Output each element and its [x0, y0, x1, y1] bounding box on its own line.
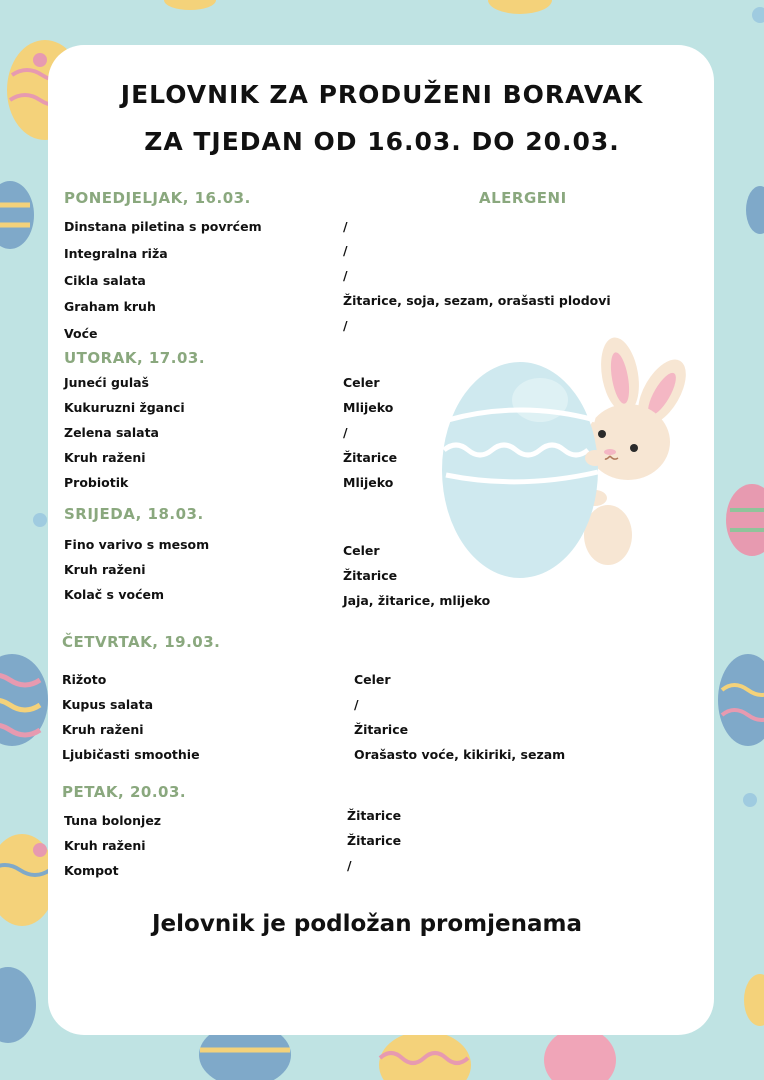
- day-heading-tuesday: UTORAK, 17.03.: [64, 349, 206, 367]
- dish: Tuna bolonjez: [64, 813, 162, 828]
- allergen: Mlijeko: [343, 400, 394, 415]
- dish: Cikla salata: [64, 273, 146, 288]
- dish: Kruh raženi: [64, 838, 146, 853]
- allergen: Žitarice: [343, 450, 398, 465]
- allergen: Jaja, žitarice, mlijeko: [343, 593, 491, 608]
- allergen: /: [343, 219, 348, 234]
- allergen: Žitarice: [354, 722, 409, 737]
- day-heading-wednesday: SRIJEDA, 18.03.: [64, 505, 204, 523]
- allergen: Celer: [354, 672, 391, 687]
- egg-icon: [0, 654, 48, 746]
- dish: Kompot: [64, 863, 119, 878]
- egg-icon: [744, 974, 764, 1026]
- egg-icon: [0, 967, 36, 1043]
- rabbit-paw-icon: [585, 450, 605, 466]
- allergen: /: [347, 858, 352, 873]
- allergen: Žitarice: [347, 808, 402, 823]
- allergen: /: [343, 268, 348, 283]
- allergen: Celer: [343, 375, 380, 390]
- rabbit-head-icon: [586, 404, 670, 480]
- egg-icon: [746, 186, 764, 234]
- dish: Graham kruh: [64, 299, 156, 314]
- allergen: Mlijeko: [343, 475, 394, 490]
- allergen: /: [354, 697, 359, 712]
- day-heading-monday: PONEDJELJAK, 16.03.: [64, 189, 251, 207]
- allergen: /: [343, 318, 348, 333]
- allergen: Orašasto voće, kikiriki, sezam: [354, 747, 566, 762]
- egg-icon: [379, 1031, 471, 1080]
- dish: Kruh raženi: [64, 562, 146, 577]
- allergen: /: [343, 243, 348, 258]
- allergens-header: ALERGENI: [479, 189, 567, 207]
- dish: Dinstana piletina s povrćem: [64, 219, 262, 234]
- menu-title: JELOVNIK ZA PRODUŽENI BORAVAK: [120, 80, 644, 109]
- dish: Kolač s voćem: [64, 587, 164, 602]
- dish: Kukuruzni žganci: [64, 400, 185, 415]
- easter-egg-icon: [442, 362, 598, 578]
- allergen: Žitarice: [347, 833, 402, 848]
- allergen: /: [343, 425, 348, 440]
- egg-icon: [0, 181, 34, 249]
- dish: Voće: [64, 326, 98, 341]
- allergen: Žitarice, soja, sezam, orašasti plodovi: [343, 293, 611, 308]
- dish: Fino varivo s mesom: [64, 537, 210, 552]
- allergen: Žitarice: [343, 568, 398, 583]
- easter-bunny-illustration: [430, 330, 700, 590]
- dish: Kupus salata: [62, 697, 154, 712]
- egg-icon: [718, 654, 764, 746]
- day-heading-thursday: ČETVRTAK, 19.03.: [62, 633, 221, 651]
- dish: Kruh raženi: [64, 450, 146, 465]
- egg-icon: [726, 484, 764, 556]
- dish: Ljubičasti smoothie: [62, 747, 200, 762]
- dish: Integralna riža: [64, 246, 168, 261]
- dish: Zelena salata: [64, 425, 159, 440]
- dish: Juneći gulaš: [64, 375, 149, 390]
- egg-icon: [164, 0, 216, 10]
- menu-week-range: ZA TJEDAN OD 16.03. DO 20.03.: [144, 127, 620, 156]
- allergen: Celer: [343, 543, 380, 558]
- menu-change-note: Jelovnik je podložan promjenama: [151, 911, 583, 937]
- egg-icon: [488, 0, 552, 14]
- dish: Kruh raženi: [62, 722, 144, 737]
- egg-icon: [544, 1028, 616, 1080]
- dish: Rižoto: [62, 672, 107, 687]
- day-heading-friday: PETAK, 20.03.: [62, 783, 187, 801]
- dish: Probiotik: [64, 475, 129, 490]
